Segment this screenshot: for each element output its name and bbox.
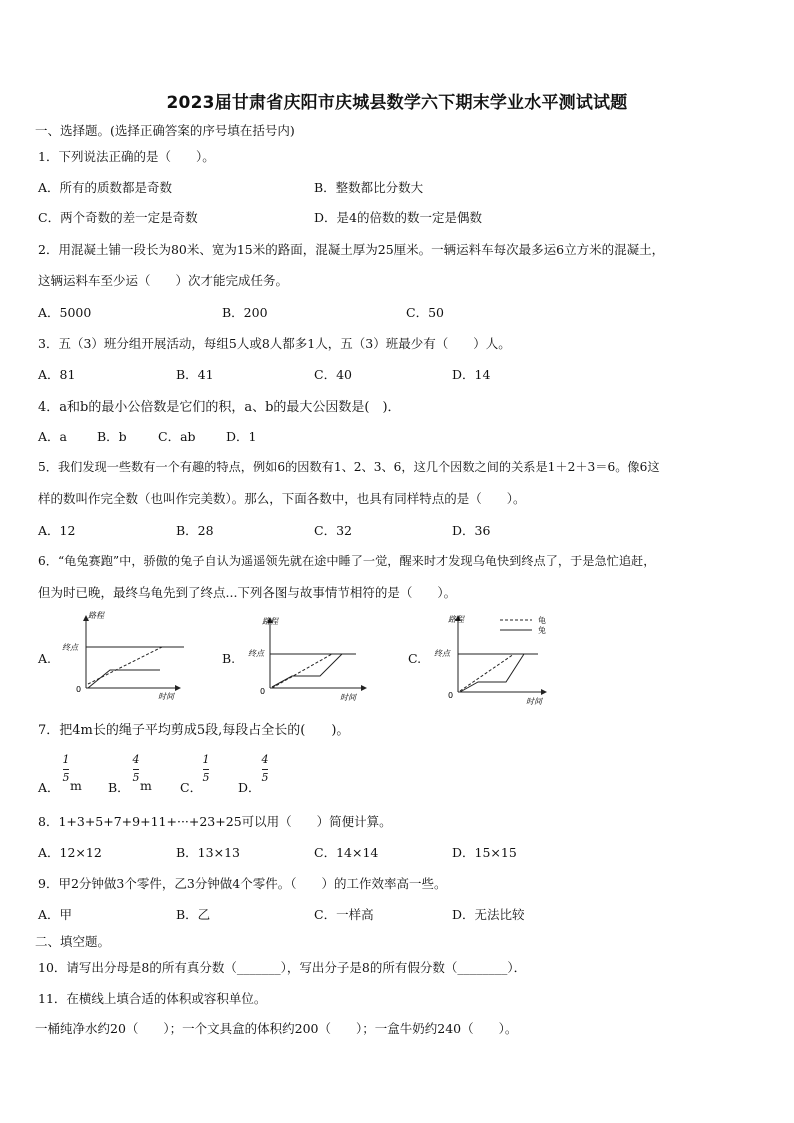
q5-option-a: A．12 [38,523,76,538]
question-5-stem-line2: 样的数叫作完全数（也叫作完美数）。那么，下面各数中，也具有同样特点的是（ ）。 [38,491,526,506]
q6-chart-c [430,610,570,706]
q7-option-d-numerator: 4 [261,753,269,766]
q8-option-a: A．12×12 [38,845,102,860]
q6-option-c-label: C. [408,651,422,666]
q7-option-a-fraction-bar [63,769,69,770]
y-axis-label: 路程 [448,615,464,624]
q3-option-b: B．41 [176,367,214,382]
question-2-stem-line2: 这辆运料车至少运（ ）次才能完成任务。 [38,273,289,288]
q9-option-c: C．一样高 [314,907,374,922]
q9-option-a: A．甲 [38,907,73,922]
q7-option-d-fraction-bar [262,769,268,770]
q6-chart-b [242,614,372,702]
legend-tortoise-label: 龟 [538,616,546,625]
question-3-stem: 3．五（3）班分组开展活动，每组5人或8人都多1人，五（3）班最少有（ ）人。 [38,336,511,351]
question-6-stem-line2: 但为时已晚，最终乌龟先到了终点...下列各图与故事情节相符的是（ ）。 [38,585,457,600]
q6-chart-a [58,610,188,702]
rabbit-line [88,670,160,688]
tortoise-line [272,654,332,688]
q4-option-c: C．ab [158,429,196,444]
x-axis-label: 时间 [158,692,174,701]
q1-option-b: B．整数都比分数大 [314,180,424,195]
q9-option-b: B．乙 [176,907,211,922]
q7-option-a-numerator: 1 [62,753,70,766]
q6-option-b-label: B. [222,651,236,666]
q1-option-d: D．是4的倍数的数一定是偶数 [314,210,482,225]
q7-option-b-unit: m [140,778,152,793]
q7-option-d-denominator: 5 [261,771,269,784]
q5-option-b: B．28 [176,523,214,538]
q5-option-d: D．36 [452,523,491,538]
y-axis-label: 路程 [88,611,104,620]
x-axis-label: 时间 [340,693,356,702]
q7-option-c-denominator: 5 [202,771,210,784]
q5-option-c: C．32 [314,523,352,538]
question-11-line: 一桶纯净水约20（ ）；一个文具盒的体积约200（ ）；一盒牛奶约240（ ）。 [35,1021,518,1036]
q3-option-c: C．40 [314,367,352,382]
q6-option-a-label: A. [38,651,52,666]
q2-option-c: C．50 [406,305,444,320]
q1-option-a: A．所有的质数都是奇数 [38,180,173,195]
q7-option-d-label: D． [238,780,261,795]
rabbit-line [460,654,524,692]
origin-label: 0 [76,685,82,694]
q1-option-c: C．两个奇数的差一定是奇数 [38,210,198,225]
q8-option-b: B．13×13 [176,845,240,860]
q4-option-a: A．a [38,429,67,444]
finish-label: 终点 [62,643,78,652]
question-8-stem: 8．1+3+5+7+9+11+···+23+25可以用（ ）简便计算。 [38,814,392,829]
q7-option-c-fraction-bar [203,769,209,770]
q8-option-c: C．14×14 [314,845,379,860]
q4-option-b: B．b [97,429,127,444]
q7-option-b-denominator: 5 [132,771,140,784]
question-5-stem-line1: 5．我们发现一些数有一个有趣的特点，例如6的因数有1、2、3、6，这几个因数之间的关系是1＋2＋3＝6。像6这 [38,460,660,474]
q9-option-d: D．无法比较 [452,907,525,922]
question-10-stem: 10．请写出分母是8的所有真分数（_______），写出分子是8的所有假分数（________）． [38,960,527,975]
section-heading-fill: 二、填空题。 [35,934,111,949]
q2-option-b: B．200 [222,305,268,320]
finish-label: 终点 [248,649,264,658]
question-2-stem-line1: 2．用混凝土铺一段长为80米、宽为15米的路面，混凝土厚为25厘米。一辆运料车每次最多运6立方米的混凝土， [38,242,665,257]
origin-label: 0 [448,691,454,700]
question-11-stem: 11．在横线上填合适的体积或容积单位。 [38,991,267,1006]
page-title: 2023届甘肃省庆阳市庆城县数学六下期末学业水平测试试题 [166,93,628,113]
q7-option-b-numerator: 4 [132,753,140,766]
question-7-stem: 7．把4m长的绳子平均剪成5段,每段占全长的( )。 [38,723,350,738]
q3-option-a: A．81 [38,367,76,382]
q7-option-a-label: A． [38,780,60,795]
q7-option-c-numerator: 1 [202,753,210,766]
question-6-stem-line1: 6．“龟兔赛跑”中，骄傲的兔子自认为遥遥领先就在途中睡了一觉，醒来时才发现乌龟快到终点了，于是急忙追赶， [38,554,656,568]
q8-option-d: D．15×15 [452,845,517,860]
q7-option-b-label: B． [108,780,130,795]
q7-option-c-label: C． [180,780,203,795]
q7-option-a-denominator: 5 [62,771,70,784]
question-4-stem: 4．a和b的最小公倍数是它们的积，a、b的最大公因数是( )． [38,400,401,415]
finish-label: 终点 [434,649,450,658]
question-9-stem: 9．甲2分钟做3个零件，乙3分钟做4个零件。（ ）的工作效率高一些。 [38,876,447,891]
legend-rabbit-label: 兔 [538,626,546,635]
tortoise-line [460,654,514,691]
q2-option-a: A．5000 [38,305,92,320]
q4-option-d: D．1 [226,429,257,444]
y-axis-label: 路程 [262,617,278,626]
q3-option-d: D．14 [452,367,491,382]
question-1-stem: 1．下列说法正确的是（ ）。 [38,149,215,164]
q7-option-a-unit: m [70,778,82,793]
x-axis-label: 时间 [526,697,542,706]
origin-label: 0 [260,687,266,696]
section-heading-choice: 一、选择题。(选择正确答案的序号填在括号内) [35,123,295,138]
q7-option-b-fraction-bar [133,769,139,770]
